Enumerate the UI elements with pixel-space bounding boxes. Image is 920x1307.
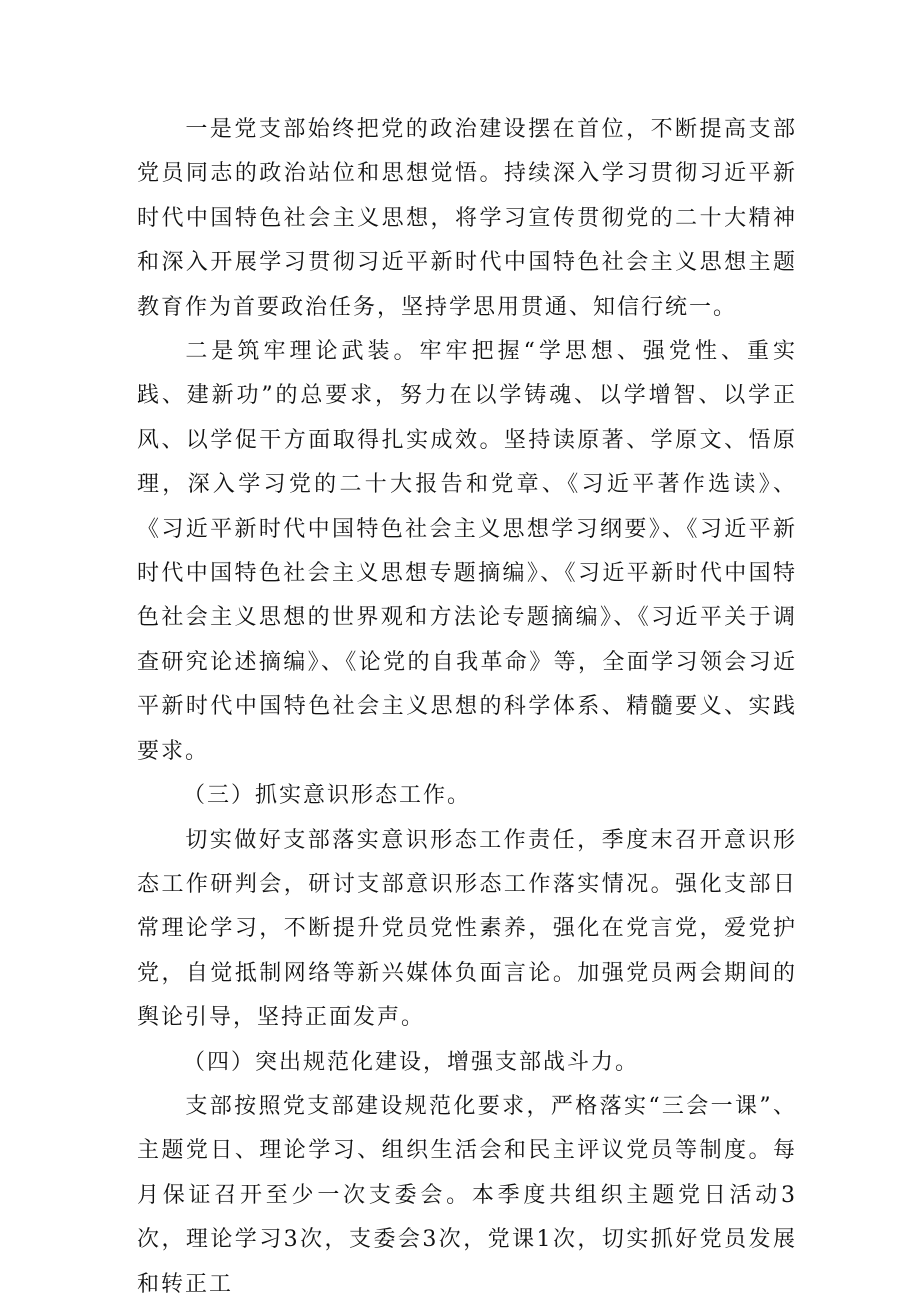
document-body — [137, 108, 797, 1307]
paragraph-political-building: 一是党支部始终把党的政治建设摆在首位，不断提高支部党员同志的政治站位和思想觉悟。持续深入学习贯彻习近平新时代中国特色社会主义思想，将学习宣传贯彻党的二十大精神和深入开展学习贯彻习近平新时代中国特色社会主义思想主题教育作为首要政治任务，坚持学思用贯通、知信行统一。 — [137, 117, 797, 320]
paragraph-ideology-work: 切实做好支部落实意识形态工作责任，季度末召开意识形态工作研判会，研讨支部意识形态工作落实情况。强化支部日常理论学习，不断提升党员党性素养，强化在党言党，爱党护党，自觉抵制网络等新兴媒体负面言论。加强党员两会期间的舆论引导，坚持正面发声。 — [137, 827, 797, 1031]
paragraph-theory-study: 二是筑牢理论武装。牢牢把握“学思想、强党性、重实践、建新功”的总要求，努力在以学铸魂、以学增智、以学正风、以学促干方面取得扎实成效。坚持读原著、学原文、悟原理，深入学习党的二十大报告和党章、《习近平著作选读》、《习近平新时代中国特色社会主义思想学习纲要》、《习近平新时代中国特色社会主义思想专题摘编》、《习近平新时代中国特色社会主义思想的世界观和方法论专题摘编》、《习近平关于调查研究论述摘编》、《论党的自我革命》等，全面学习领会习近平新时代中国特色社会主义思想的科学体系、精髓要义、实践要求。 — [137, 339, 797, 764]
section-heading-standardization: （四）突出规范化建设，增强支部战斗力。 — [183, 1049, 640, 1075]
section-heading-ideology: （三）抓实意识形态工作。 — [183, 783, 472, 809]
paragraph-standardization: 支部按照党支部建设规范化要求，严格落实“三会一课”、主题党日、理论学习、组织生活会和民主评议党员等制度。每月保证召开至少一次支委会。本季度共组织主题党日活动3次，理论学习3次，支委会3次，党课1次，切实抓好党员发展和转正工 — [137, 1093, 797, 1297]
